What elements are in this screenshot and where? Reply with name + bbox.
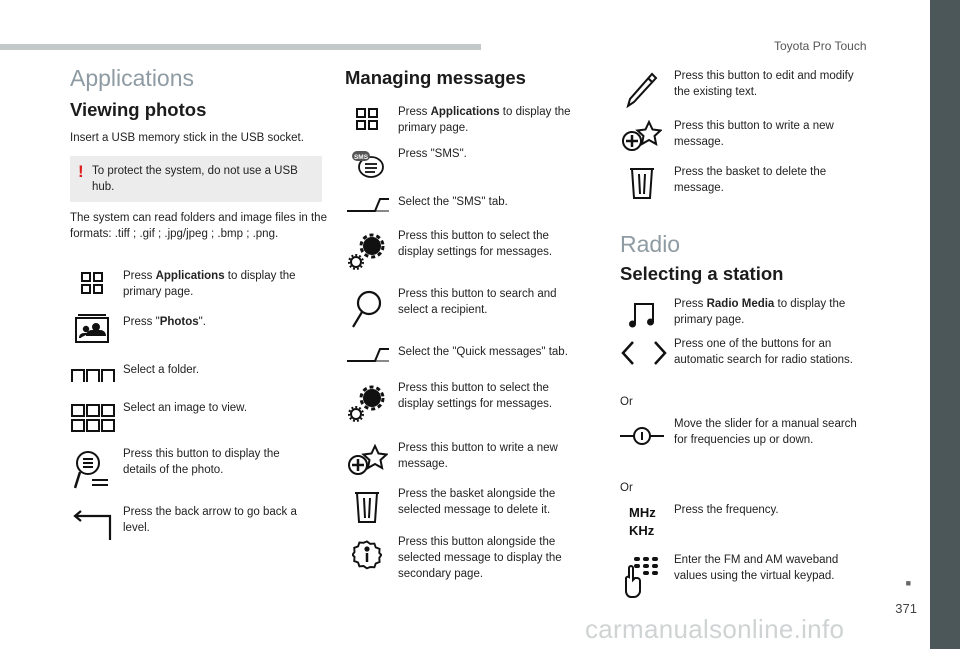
step-text: Press the basket to delete the message. (674, 166, 827, 194)
search-icon (351, 290, 383, 328)
step-text: Press this button to select the display settings for messages. (398, 382, 553, 410)
khz-label: KHz (629, 523, 655, 538)
add-star-icon (622, 120, 662, 152)
trash-icon (354, 490, 380, 524)
top-rule (0, 44, 481, 50)
step-text: Press Radio Media to display the primary page. (674, 298, 846, 326)
step-text: Select the "SMS" tab. (398, 196, 508, 208)
step-text: Press "Photos". (123, 316, 206, 328)
frequency-icon (629, 504, 656, 540)
step-text: Press the basket alongside the selected message to delete it. (398, 488, 556, 516)
or-text: Or (620, 396, 633, 408)
add-star-icon (348, 444, 388, 476)
step-text: Press "SMS". (398, 148, 467, 160)
step-text: Press this button to write a new message. (398, 442, 558, 470)
subtitle-managing-messages: Managing messages (345, 67, 526, 88)
section-title-radio: Radio (620, 231, 681, 257)
step-text: Press this button alongside the selected message to display the secondary page. (398, 536, 562, 580)
step-text: Press this button to write a new message. (674, 120, 834, 148)
applications-grid-icon (81, 272, 103, 294)
side-bar (930, 0, 960, 649)
tab-icon (346, 198, 390, 212)
step-text: Press Applications to display the primary page. (123, 270, 296, 298)
settings-gears-icon (348, 232, 386, 270)
photos-icon (73, 314, 111, 344)
music-note-icon (629, 300, 655, 328)
page-header-title: Toyota Pro Touch (774, 39, 867, 53)
warning-text: To protect the system, do not use a USB hub. (92, 165, 298, 193)
formats-text: The system can read folders and image files in the formats: .tiff ; .gif ; .jpg/jpeg ; .bmp ; .png. (70, 212, 327, 240)
settings-gears-icon (348, 384, 386, 422)
warning-icon: ! (78, 162, 84, 181)
image-grid-icon (71, 404, 115, 432)
svg-text:SMS: SMS (353, 154, 369, 161)
slider-icon (620, 424, 664, 448)
intro-text: Insert a USB memory stick in the USB socket. (70, 132, 304, 144)
info-icon (352, 540, 382, 570)
or-text: Or (620, 482, 633, 494)
applications-grid-icon (356, 108, 378, 130)
seek-arrows-icon (620, 340, 668, 366)
step-text: Enter the FM and AM waveband values using the virtual keypad. (674, 554, 839, 582)
step-text: Press this button to display the details of the photo. (123, 448, 280, 476)
tab-icon (346, 348, 390, 362)
pencil-icon (626, 72, 658, 108)
mhz-label: MHz (629, 505, 656, 520)
step-text: Select the "Quick messages" tab. (398, 346, 568, 358)
subtitle-viewing-photos: Viewing photos (70, 99, 207, 120)
page-number: 371 (895, 601, 917, 616)
keypad-icon (625, 556, 661, 598)
folder-tabs-icon (71, 368, 115, 382)
watermark: carmanualsonline.info (585, 614, 845, 644)
trash-icon (629, 166, 655, 200)
step-text: Select an image to view. (123, 402, 248, 414)
step-text: Press this button to search and select a recipient. (398, 288, 557, 316)
step-text: Press one of the buttons for an automatic search for radio stations. (674, 338, 853, 366)
continues-marker: ■ (905, 578, 911, 588)
step-text: Select a folder. (123, 364, 200, 376)
subtitle-selecting-station: Selecting a station (620, 263, 784, 284)
details-search-icon (74, 450, 110, 490)
warning-box (70, 156, 322, 202)
sms-icon (351, 150, 385, 180)
step-text: Press Applications to display the primary page. (398, 106, 571, 134)
step-text: Press the frequency. (674, 504, 779, 516)
section-title-applications: Applications (70, 65, 195, 91)
step-text: Press this button to select the display settings for messages. (398, 230, 553, 258)
back-arrow-icon (72, 510, 112, 542)
step-text: Press this button to edit and modify the existing text. (674, 70, 854, 98)
step-text: Move the slider for a manual search for frequencies up or down. (674, 418, 857, 446)
step-text: Press the back arrow to go back a level. (123, 506, 297, 534)
